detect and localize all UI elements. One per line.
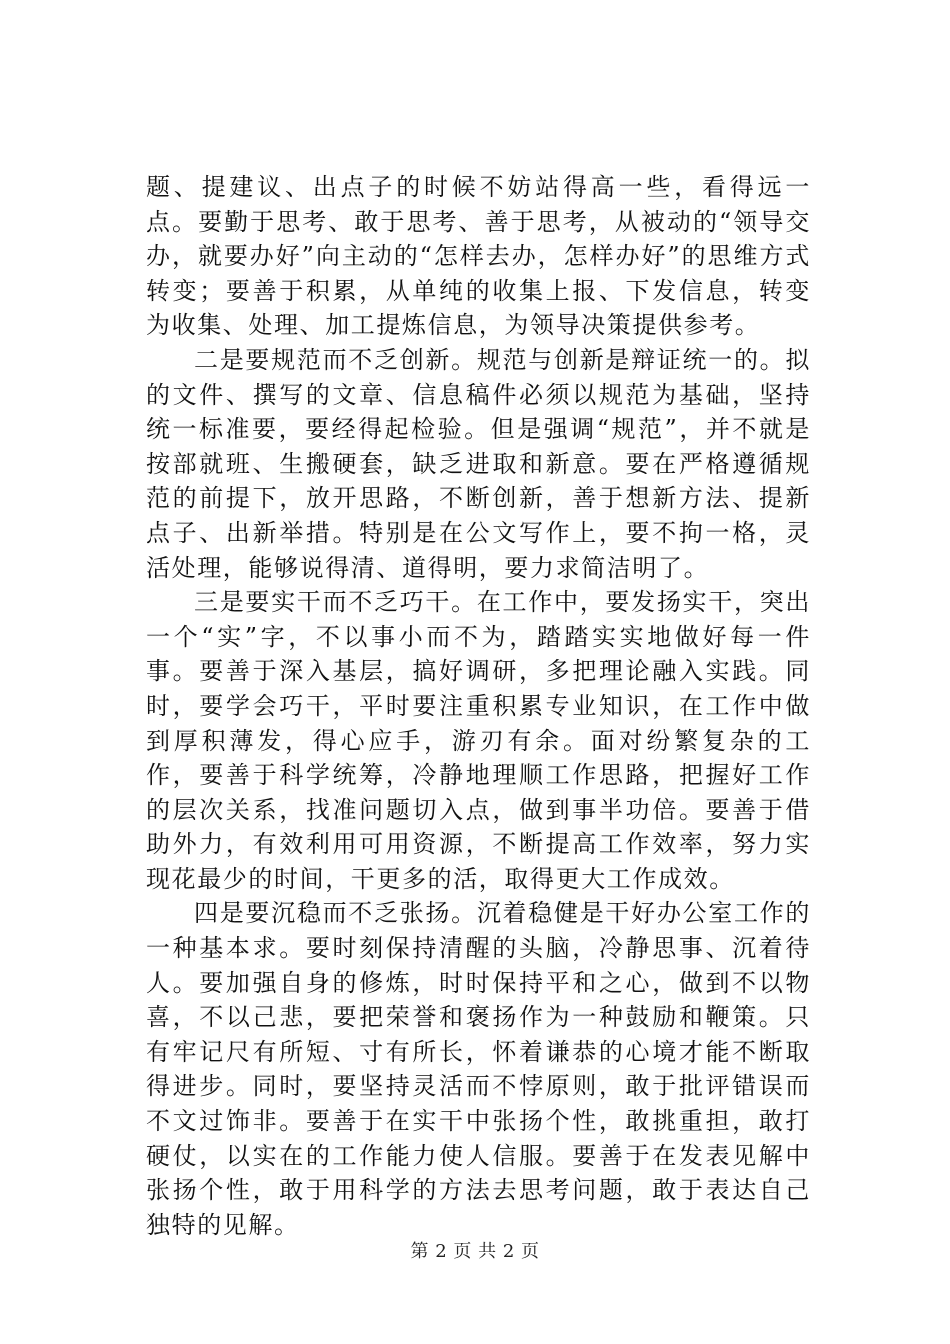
paragraph-point-two: 二是要规范而不乏创新。规范与创新是辩证统一的。拟的文件、撰写的文章、信息稿件必须以规范为基础，坚持统一标准要，要经得起检验。但是强调“规范”，并不就是按部就班、生搬硬套，缺乏进取和新意。要在严格遵循规范的前提下，放开思路，不断创新，善于想新方法、提新点子、出新举措。特别是在公文写作上，要不拘一格，灵活处理，能够说得清、道得明，要力求简洁明了。 [146,345,811,582]
paragraph-continued: 题、提建议、出点子的时候不妨站得高一些，看得远一点。要勤于思考、敢于思考、善于思考，从被动的“领导交办，就要办好”向主动的“怎样去办，怎样办好”的思维方式转变；要善于积累，从单纯的收集上报、下发信息，转变为收集、处理、加工提炼信息，为领导决策提供参考。 [146,173,811,340]
document-body [146,170,811,1242]
page-footer: 第 2 页 共 2 页 [410,1241,540,1262]
paragraph-point-three: 三是要实干而不乏巧干。在工作中，要发扬实干，突出一个“实”字，不以事小而不为，踏踏实实地做好每一件事。要善于深入基层，搞好调研，多把理论融入实践。同时，要学会巧干，平时要注重积累专业知识，在工作中做到厚积薄发，得心应手，游刃有余。面对纷繁复杂的工作，要善于科学统筹，冷静地理顺工作思路，把握好工作的层次关系，找准问题切入点，做到事半功倍。要善于借助外力，有效利用可用资源，不断提高工作效率，努力实现花最少的时间，干更多的活，取得更大工作成效。 [146,588,811,893]
paragraph-point-four: 四是要沉稳而不乏张扬。沉着稳健是干好办公室工作的一种基本求。要时刻保持清醒的头脑，冷静思事、沉着待人。要加强自身的修炼，时时保持平和之心，做到不以物喜，不以己悲，要把荣誉和褒扬作为一种鼓励和鞭策。只有牢记尺有所短、寸有所长，怀着谦恭的心境才能不断取得进步。同时，要坚持灵活而不悖原则，敢于批评错误而不文过饰非。要善于在实干中张扬个性，敢挑重担，敢打硬仗，以实在的工作能力使人信服。要善于在发表见解中张扬个性，敢于用科学的方法去思考问题，敢于表达自己独特的见解。 [146,899,811,1239]
